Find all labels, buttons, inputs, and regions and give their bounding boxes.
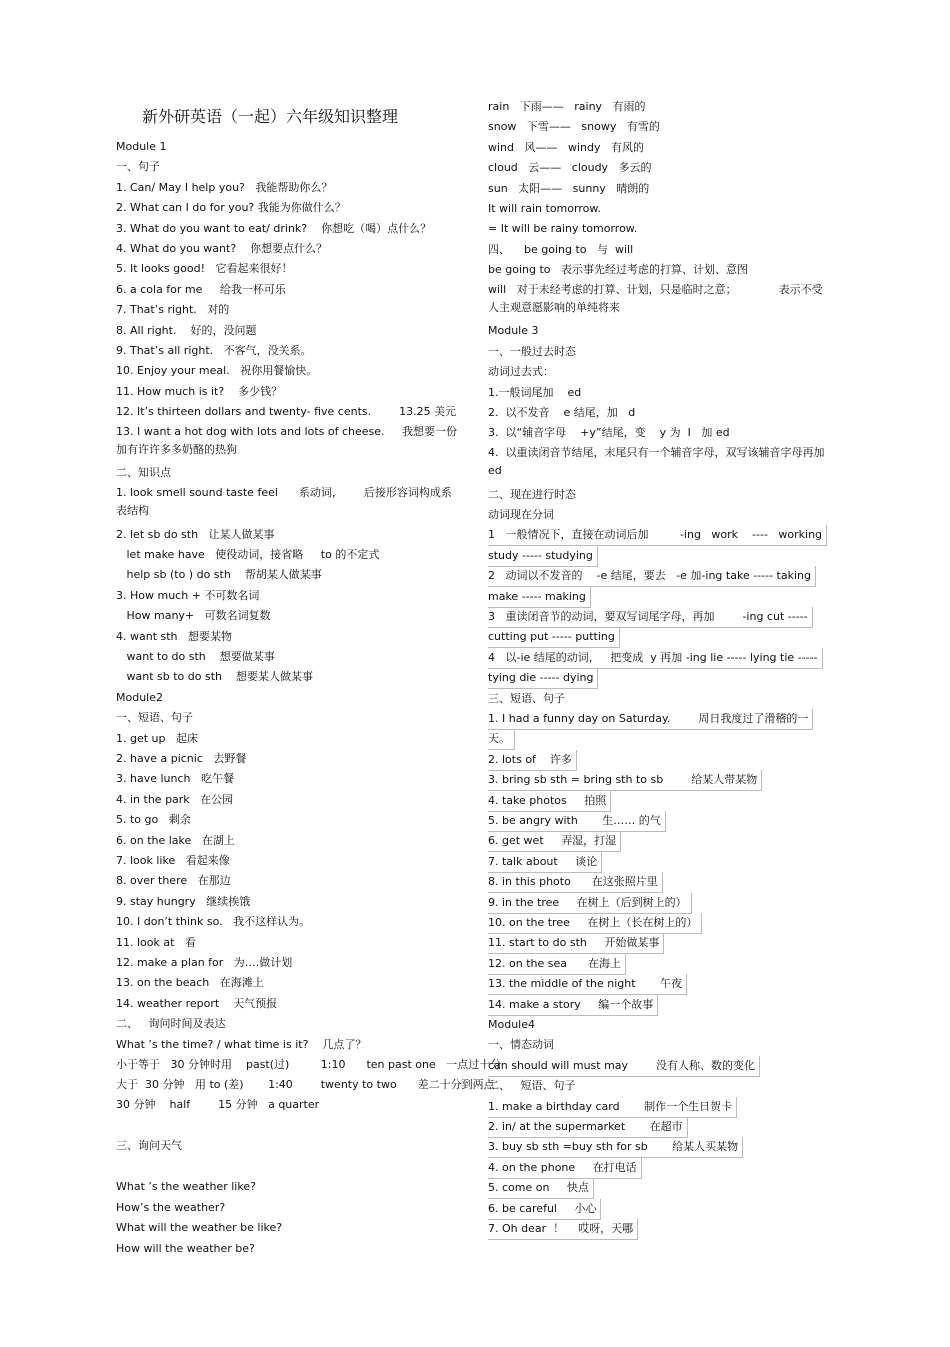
right-line: sun 太阳—— sunny 晴朗的 [488,181,650,195]
right-line: 4. take photos 拍照 [488,791,611,812]
right-line: rain 下雨—— rainy 有雨的 [488,100,646,113]
left-line: 5. to go 剩余 [116,813,191,827]
right-line: 11. start to do sth 开始做某事 [488,933,664,954]
left-line: 11. look at 看 [116,935,196,949]
left-line: help sb (to ) do sth 帮胡某人做某事 [116,568,322,582]
right-line: 2. lots of 许多 [488,750,577,771]
left-line: 9. That’s all right. 不客气，没关系。 [116,344,312,357]
left-line: 小于等于 30 分钟时用 past(过) 1:10 ten past one 一点过十分 [116,1058,502,1071]
left-line: Module2 [116,690,163,704]
right-line: 3. 以“辅音字母 +y”结尾，变 y 为 I 加 ed [488,426,730,440]
right-line: = It will be rainy tomorrow. [488,222,638,236]
left-line: 3. How much + 不可数名词 [116,588,260,602]
left-line: 12. It’s thirteen dollars and twenty- five cents. 13.25 美元 [116,405,457,419]
right-line: 10. on the tree 在树上（长在树上的） [488,913,702,934]
right-line: 14. make a story 编一个故事 [488,995,658,1016]
left-line: 10. Enjoy your meal. 祝你用餐愉快。 [116,364,318,378]
left-line: 30 分钟 half 15 分钟 a quarter [116,1097,320,1111]
right-line: cloud 云—— cloudy 多云的 [488,161,652,175]
right-line: 1. I had a funny day on Saturday. 周日我度过了滑稽的一 [488,709,813,730]
left-line: 10. I don’t think so. 我不这样认为。 [116,915,311,929]
left-line: What will the weather be like? [116,1221,283,1235]
left-line: 14. weather report 天气预报 [116,996,278,1010]
left-line: 8. All right. 好的，没问题 [116,323,257,337]
page-title: 新外研英语（一起）六年级知识整理 [142,107,399,126]
left-line: 9. stay hungry 继续挨饿 [116,894,251,908]
right-line: 一、一般过去时态 [488,344,576,358]
right-line: Module 3 [488,324,539,338]
left-line: 11. How much is it? 多少钱？ [116,384,283,398]
left-line: 一、句子 [116,160,160,174]
right-line: cutting put ----- putting [488,627,620,648]
right-line: 1.一般词尾加 ed [488,385,582,399]
left-line: 3. What do you want to eat/ drink? 你想吃（喝）点什么？ [116,221,432,235]
left-line: Module 1 [116,140,167,153]
left-line: 13. on the beach 在海滩上 [116,976,264,990]
left-line: 3. have lunch 吃午餐 [116,772,234,786]
right-line: snow 下雪—— snowy 有雪的 [488,120,660,134]
left-line: 1. Can/ May I help you? 我能帮助你么？ [116,180,333,194]
right-line: 8. in this photo 在这张照片里 [488,872,663,893]
left-line: 4. What do you want? 你想要点什么？ [116,242,328,255]
right-line: wind 风—— windy 有风的 [488,140,644,154]
right-line: 6. get wet 弄湿，打湿 [488,831,621,852]
right-line: 1. make a birthday card 制作一个生日贺卡 [488,1097,737,1118]
right-line: 7. Oh dear ！ 哎呀，天哪 [488,1219,638,1240]
left-line: want sb to do sth 想要某人做某事 [116,670,313,684]
left-line: 5. It looks good! 它看起来很好！ [116,262,293,276]
right-line: 一、情态动词 [488,1038,554,1052]
right-line: 二、现在进行时态 [488,487,576,501]
left-line: 三、询问天气 [116,1138,182,1152]
right-line: 四、 be going to 与 will [488,242,634,256]
right-line: 13. the middle of the night 午夜 [488,974,687,995]
left-line: What ’s the time? / what time is it? 几点了？ [116,1037,367,1051]
right-line: 2 动词以不发音的 -e 结尾，要去 -e 加-ing take ----- taking [488,566,816,587]
left-line: want to do sth 想要做某事 [116,650,275,663]
left-line: 4. in the park 在公园 [116,792,234,806]
right-line: 5. be angry with 生…… 的气 [488,811,666,832]
right-line: tying die ----- dying [488,668,598,689]
right-line: 三、短语、句子 [488,691,565,705]
left-line: 8. over there 在那边 [116,874,231,888]
right-line: 3. bring sb sth = bring sth to sb 给某人带某物 [488,770,762,791]
right-line: 4. 以重读闭音节结尾，末尾只有一个辅音字母，双写该辅音字母再加 ed [488,445,839,477]
right-line: 4 以-ie 结尾的动词， 把变成 y 再加 -ing lie ----- lying tie ----- [488,648,823,669]
right-line: 动词现在分词 [488,508,554,521]
left-line: 2. What can I do for you? 我能为你做什么？ [116,201,346,215]
right-line: 天。 [488,729,515,750]
right-line: 9. in the tree 在树上（后到树上的） [488,893,692,914]
right-line: will 对于未经考虑的打算、计划，只是临时之意； 表示不受人主观意愿影响的单纯将来 [488,282,823,314]
left-line: 7. look like 看起来像 [116,854,230,867]
right-line: 7. talk about 谈论 [488,852,602,873]
right-line: 5. come on 快点 [488,1178,594,1199]
left-line: How will the weather be? [116,1241,255,1255]
left-line: let make have 使役动词，接省略 to 的不定式 [116,548,380,561]
left-line: 1. look smell sound taste feel 系动词， 后接形容词构成系表结构 [116,485,452,517]
left-line: How’s the weather? [116,1200,226,1214]
left-line: 6. a cola for me 给我一杯可乐 [116,282,286,296]
left-line: 二、 询问时间及表达 [116,1017,226,1031]
right-line: 1 一般情况下，直接在动词后加 -ing work ---- working [488,525,827,546]
right-line: 12. on the sea 在海上 [488,954,626,975]
left-line: 6. on the lake 在湖上 [116,833,235,847]
left-line: 2. have a picnic 去野餐 [116,752,247,765]
right-line: 3 重读闭音节的动词，要双写词尾字母，再加 -ing cut ----- [488,607,813,628]
right-line: 动词过去式： [488,365,554,379]
right-line: can should will must may 没有人称、数的变化 [488,1056,760,1077]
left-line: 1. get up 起床 [116,731,198,745]
left-line: 7. That’s right. 对的 [116,303,230,317]
left-line: 13. I want a hot dog with lots and lots of cheese. 我想要一份加有许许多多奶酪的热狗 [116,424,457,456]
right-line: Module4 [488,1018,535,1031]
left-line: 大于 30 分钟 用 to (差) 1:40 twenty to two 差二十分到两点 [116,1078,495,1092]
right-line: make ----- making [488,587,591,608]
right-line: 6. be careful 小心 [488,1199,601,1220]
left-line: How many+ 可数名词复数 [116,609,271,623]
left-line: 一、短语、句子 [116,711,193,725]
right-line: be going to 表示事先经过考虑的打算、计划、意图 [488,263,748,277]
right-line: study ----- studying [488,546,598,567]
right-line: 2. in/ at the supermarket 在超市 [488,1117,688,1138]
left-line: 二、知识点 [116,466,171,480]
left-line: 4. want sth 想要某物 [116,629,233,643]
right-line: 3. buy sb sth =buy sth for sb 给某人买某物 [488,1137,743,1158]
left-line: 12. make a plan for 为….做计划 [116,956,293,969]
right-line: It will rain tomorrow. [488,202,601,215]
right-line: 4. on the phone 在打电话 [488,1158,642,1179]
right-line: 2. 以不发音 e 结尾，加 d [488,406,636,419]
left-line: What ’s the weather like? [116,1180,256,1194]
right-line: 二、 短语、句子 [488,1079,576,1093]
left-line: 2. let sb do sth 让某人做某事 [116,527,275,541]
